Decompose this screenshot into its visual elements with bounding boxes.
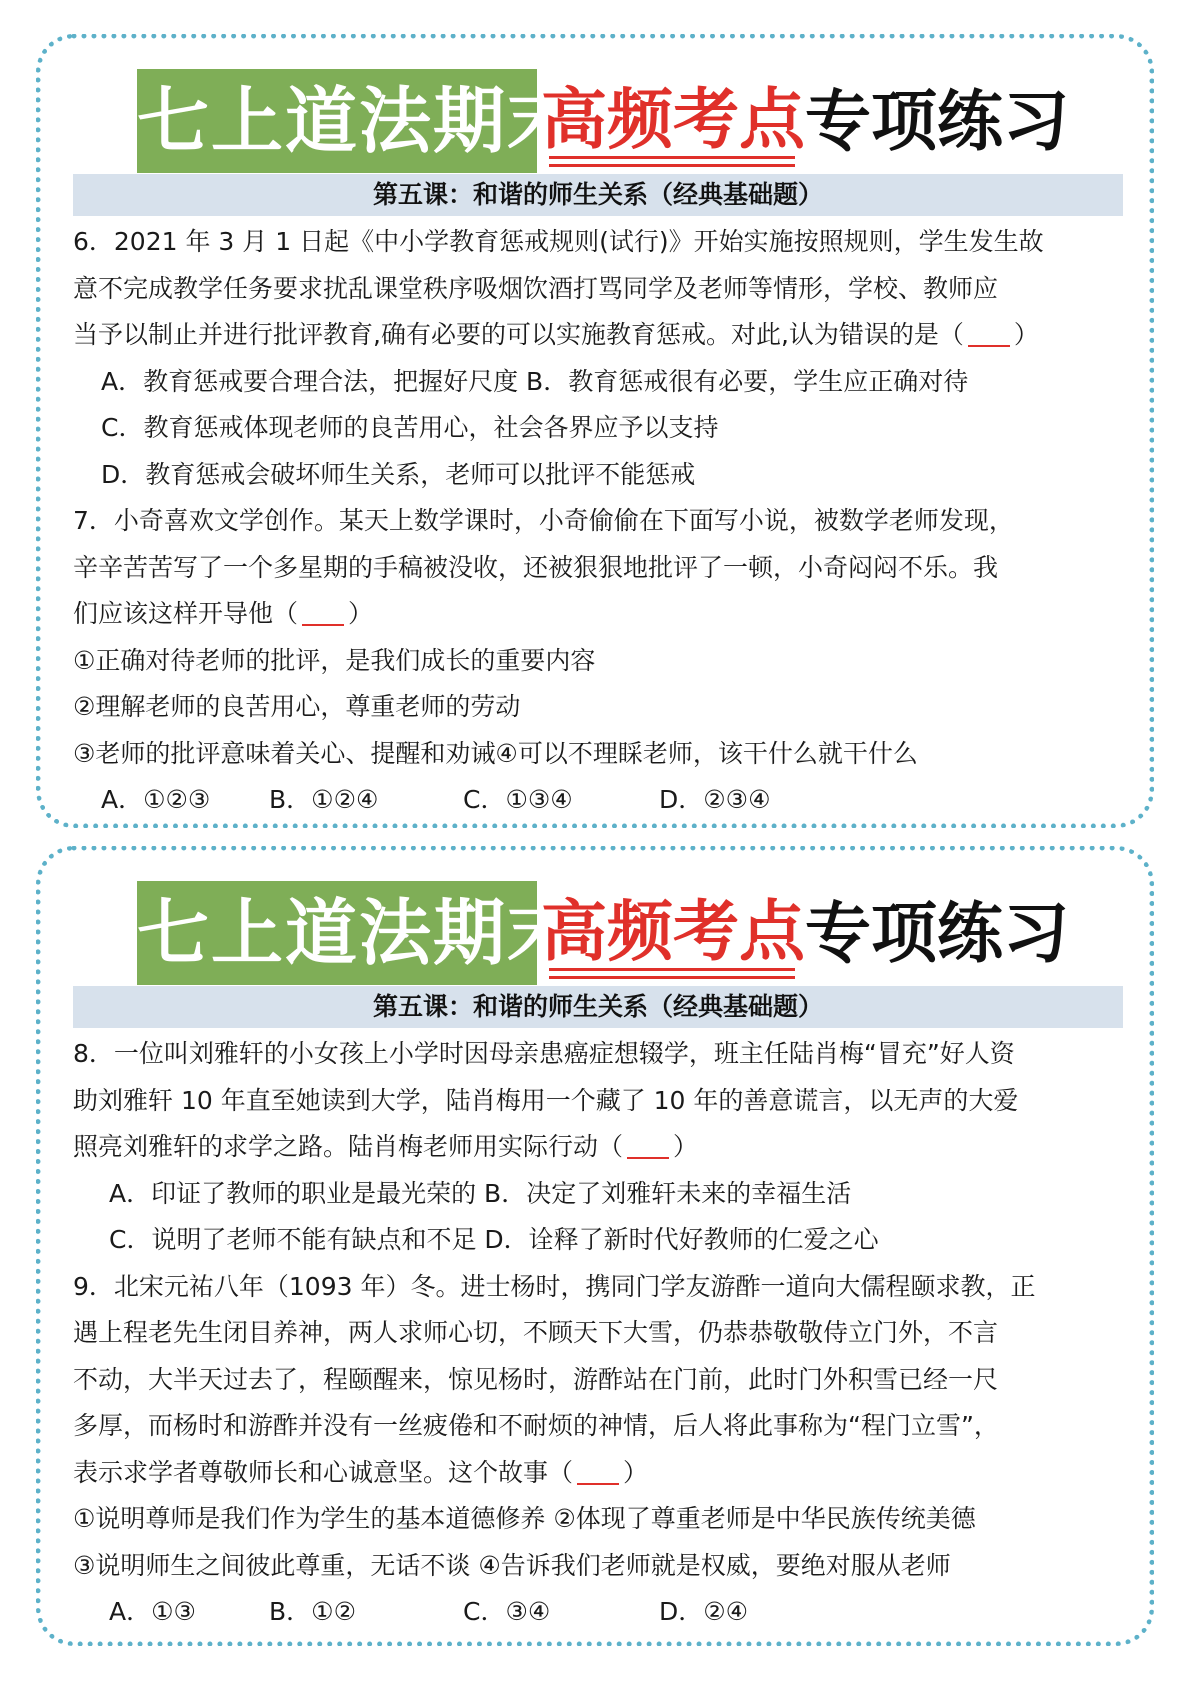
exercise-card-2 xyxy=(36,846,1154,1646)
question-list xyxy=(73,1031,1123,1636)
choice-b: B．①② xyxy=(269,1597,356,1626)
q9-stem-line-4: 多厚，而杨时和游酢并没有一丝疲倦和不耐烦的神情，后人将此事称为“程门立雪”， xyxy=(73,1411,999,1440)
q8-stem-line-3 xyxy=(73,1124,1123,1171)
exercise-card-1 xyxy=(36,34,1154,828)
lesson-subtitle: 第五课：和谐的师生关系（经典基础题） xyxy=(73,986,1123,1028)
choice-a: A．①②③ xyxy=(101,785,211,814)
q9-statement-3-4: ③说明师生之间彼此尊重，无话不谈 ④告诉我们老师就是权威，要绝对服从老师 xyxy=(73,1550,951,1580)
q9-stem-line-3: 不动，大半天过去了，程颐醒来，惊见杨时，游酢站在门前，此时门外积雪已经一尺 xyxy=(73,1364,999,1394)
q8-option-ab: A．印证了教师的职业是最光荣的 B．决定了刘雅轩未来的幸福生活 xyxy=(109,1178,852,1208)
q7-stem-line-2: 辛辛苦苦写了一个多星期的手稿被没收，还被狠狠地批评了一顿，小奇闷闷不乐。我 xyxy=(73,552,999,582)
q6-option-d: D．教育惩戒会破坏师生关系，老师可以批评不能惩戒 xyxy=(101,459,696,489)
title-banner xyxy=(137,69,1117,173)
title-red-text xyxy=(541,881,803,985)
title-green-block: 七上道法期末 xyxy=(137,881,537,985)
q9-statement-1-2: ①说明尊师是我们作为学生的基本道德修养 ②体现了尊重老师是中华民族传统美德 xyxy=(73,1504,976,1533)
q9-stem-line-2: 遇上程老先生闭目养神，两人求师心切，不顾天下大雪，仍恭恭敬敬侍立门外，不言 xyxy=(73,1318,999,1347)
q7-stem-line-1: 7．小奇喜欢文学创作。某天上数学课时，小奇偷偷在下面写小说，被数学老师发现， xyxy=(73,506,1014,535)
q9-stem-close: ） xyxy=(623,1457,649,1487)
question-list xyxy=(73,219,1123,824)
title-red-label: 高频考点 xyxy=(541,892,805,970)
red-underline xyxy=(549,156,795,167)
title-red-label: 高频考点 xyxy=(541,80,805,158)
q7-statement-3-4: ③老师的批评意味着关心、提醒和劝诫④可以不理睬老师，该干什么就干什么 xyxy=(73,738,918,768)
answer-blank[interactable] xyxy=(302,596,344,626)
answer-blank[interactable] xyxy=(627,1129,669,1159)
title-banner xyxy=(137,881,1117,985)
q6-stem-text: 当予以制止并进行批评教育,确有必要的可以实施教育惩戒。对此,认为错误的是（ xyxy=(73,320,964,349)
q7-statement-2: ②理解老师的良苦用心，尊重老师的劳动 xyxy=(73,692,521,721)
choice-c: C．③④ xyxy=(463,1597,551,1626)
title-green-block: 七上道法期末 xyxy=(137,69,537,173)
q9-stem-text: 表示求学者尊敬师长和心诚意坚。这个故事（ xyxy=(73,1457,574,1487)
choice-d: D．②③④ xyxy=(659,785,771,814)
q6-stem-line-2: 意不完成教学任务要求扰乱课堂秩序吸烟饮酒打骂同学及老师等情形，学校、教师应 xyxy=(73,273,999,303)
title-black-text: 专项练习 xyxy=(805,82,1069,160)
q8-stem-close: ） xyxy=(673,1132,699,1161)
choice-b: B．①②④ xyxy=(269,785,379,814)
choice-d: D．②④ xyxy=(659,1597,749,1626)
q9-stem-line-5 xyxy=(73,1450,1123,1497)
answer-blank[interactable] xyxy=(577,1455,619,1485)
q6-option-c: C．教育惩戒体现老师的良苦用心，社会各界应予以支持 xyxy=(101,413,719,442)
title-black-text: 专项练习 xyxy=(805,894,1069,972)
q9-stem-line-1: 9．北宋元祐八年（1093 年）冬。进士杨时，携同门学友游酢一道向大儒程颐求教，正 xyxy=(73,1271,1036,1301)
lesson-subtitle: 第五课：和谐的师生关系（经典基础题） xyxy=(73,174,1123,216)
q7-stem-line-3 xyxy=(73,591,1123,638)
q6-stem-line-1: 6．2021 年 3 月 1 日起《中小学教育惩戒规则(试行)》开始实施按照规则，学生发生故 xyxy=(73,227,1044,256)
q6-stem-close: ） xyxy=(1013,320,1039,349)
q8-stem-line-2: 助刘雅轩 10 年直至她读到大学，陆肖梅用一个藏了 10 年的善意谎言，以无声的大爱 xyxy=(73,1085,1019,1115)
answer-blank[interactable] xyxy=(968,317,1010,347)
q9-choices xyxy=(73,1589,1123,1636)
title-red-text xyxy=(541,69,803,173)
q7-statement-1: ①正确对待老师的批评，是我们成长的重要内容 xyxy=(73,645,596,675)
q7-stem-close: ） xyxy=(348,599,374,628)
q8-stem-text: 照亮刘雅轩的求学之路。陆肖梅老师用实际行动（ xyxy=(73,1132,624,1161)
q8-option-cd: C．说明了老师不能有缺点和不足 D．诠释了新时代好教师的仁爱之心 xyxy=(109,1225,879,1254)
red-underline xyxy=(549,968,795,979)
q8-stem-line-1: 8．一位叫刘雅轩的小女孩上小学时因母亲患癌症想辍学，班主任陆肖梅“冒充”好人资 xyxy=(73,1039,1015,1068)
q7-stem-text: 们应该这样开导他（ xyxy=(73,599,299,628)
q6-option-ab: A．教育惩戒要合理合法，把握好尺度 B．教育惩戒很有必要，学生应正确对待 xyxy=(101,366,969,396)
choice-a: A．①③ xyxy=(109,1597,196,1626)
choice-c: C．①③④ xyxy=(463,785,573,814)
q6-stem-line-3 xyxy=(73,312,1123,359)
q7-choices xyxy=(73,777,1123,824)
